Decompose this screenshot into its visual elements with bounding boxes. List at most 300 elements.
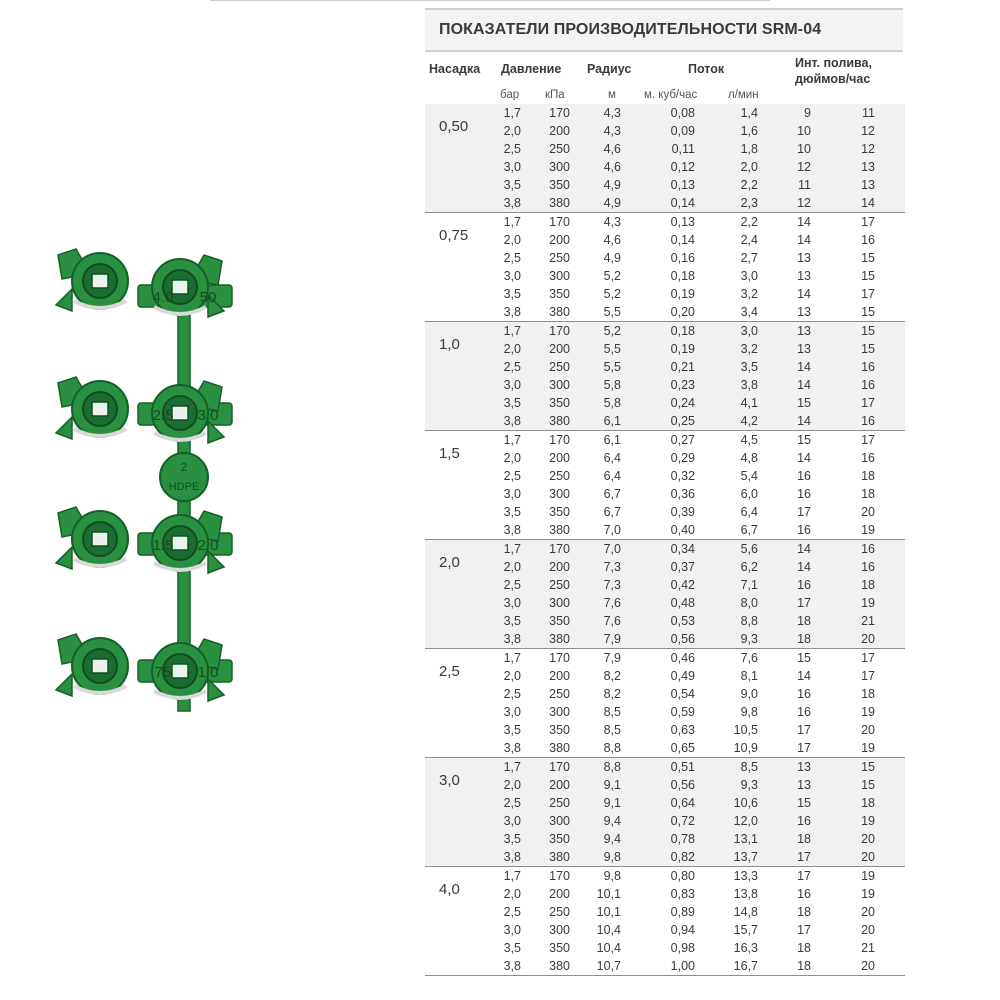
cell-flow-m3h: 0,34 xyxy=(670,542,695,556)
cell-radius-m: 5,8 xyxy=(603,378,621,392)
cell-precip-2: 18 xyxy=(861,487,875,501)
cell-precip-1: 17 xyxy=(797,923,811,937)
cell-precip-2: 21 xyxy=(861,614,875,628)
cell-pressure-bar: 2,0 xyxy=(503,778,521,792)
cell-precip-2: 15 xyxy=(861,324,875,338)
cell-flow-lmin: 1,4 xyxy=(740,106,758,120)
nozzle-group xyxy=(425,649,905,758)
cell-radius-m: 8,5 xyxy=(603,723,621,737)
cell-flow-lmin: 1,6 xyxy=(740,124,758,138)
cell-flow-lmin: 9,3 xyxy=(740,778,758,792)
table-title: ПОКАЗАТЕЛИ ПРОИЗВОДИТЕЛЬНОСТИ SRM-04 xyxy=(439,21,822,38)
table-row xyxy=(425,541,905,559)
table-title-bar xyxy=(425,8,903,52)
table-row xyxy=(425,286,905,304)
cell-flow-lmin: 6,4 xyxy=(740,505,758,519)
table-row xyxy=(425,958,905,976)
header-pressure: Давление xyxy=(501,62,562,76)
group-divider xyxy=(425,975,905,976)
cell-radius-m: 4,3 xyxy=(603,124,621,138)
cell-pressure-kpa: 380 xyxy=(549,850,570,864)
table-row xyxy=(425,504,905,522)
cell-precip-2: 15 xyxy=(861,269,875,283)
cell-pressure-bar: 3,5 xyxy=(503,505,521,519)
cell-precip-1: 13 xyxy=(797,269,811,283)
cell-pressure-bar: 2,0 xyxy=(503,560,521,574)
cell-radius-m: 5,2 xyxy=(603,324,621,338)
cell-pressure-kpa: 300 xyxy=(549,923,570,937)
cell-flow-lmin: 6,2 xyxy=(740,560,758,574)
cell-radius-m: 4,9 xyxy=(603,251,621,265)
top-rule xyxy=(210,0,770,1)
table-row xyxy=(425,359,905,377)
table-row xyxy=(425,413,905,431)
cell-pressure-kpa: 170 xyxy=(549,760,570,774)
cell-pressure-bar: 2,5 xyxy=(503,142,521,156)
nozzle-size: 4,0 xyxy=(439,881,460,898)
nozzle-size: 3,0 xyxy=(439,772,460,789)
cell-pressure-bar: 2,0 xyxy=(503,669,521,683)
size-mark: 75 xyxy=(154,664,172,681)
cell-flow-lmin: 2,3 xyxy=(740,196,758,210)
cell-flow-lmin: 1,8 xyxy=(740,142,758,156)
cell-radius-m: 4,6 xyxy=(603,142,621,156)
cell-pressure-bar: 3,8 xyxy=(503,523,521,537)
cell-flow-lmin: 5,6 xyxy=(740,542,758,556)
cell-pressure-bar: 3,8 xyxy=(503,305,521,319)
cell-flow-lmin: 3,2 xyxy=(740,342,758,356)
cell-pressure-bar: 2,0 xyxy=(503,124,521,138)
cell-flow-m3h: 0,21 xyxy=(670,360,695,374)
cell-radius-m: 4,9 xyxy=(603,196,621,210)
table-row xyxy=(425,777,905,795)
cell-precip-1: 14 xyxy=(797,669,811,683)
cell-pressure-bar: 2,0 xyxy=(503,233,521,247)
table-row xyxy=(425,650,905,668)
cell-precip-2: 20 xyxy=(861,923,875,937)
cell-radius-m: 7,3 xyxy=(603,578,621,592)
cell-flow-lmin: 3,5 xyxy=(740,360,758,374)
cell-precip-2: 20 xyxy=(861,905,875,919)
cell-radius-m: 7,9 xyxy=(603,632,621,646)
cell-radius-m: 9,1 xyxy=(603,796,621,810)
cell-precip-1: 17 xyxy=(797,596,811,610)
cell-pressure-kpa: 380 xyxy=(549,959,570,973)
cell-flow-lmin: 15,7 xyxy=(733,923,758,937)
table-row xyxy=(425,141,905,159)
cell-precip-1: 13 xyxy=(797,324,811,338)
cell-pressure-bar: 3,5 xyxy=(503,723,521,737)
cell-precip-1: 16 xyxy=(797,814,811,828)
cell-precip-1: 17 xyxy=(797,869,811,883)
cell-pressure-kpa: 350 xyxy=(549,178,570,192)
cell-flow-lmin: 7,1 xyxy=(740,578,758,592)
cell-flow-lmin: 4,2 xyxy=(740,414,758,428)
cell-pressure-kpa: 250 xyxy=(549,796,570,810)
cell-precip-2: 15 xyxy=(861,760,875,774)
nozzle-group xyxy=(425,540,905,649)
cell-precip-2: 19 xyxy=(861,705,875,719)
cell-flow-m3h: 0,72 xyxy=(670,814,695,828)
cell-flow-lmin: 2,0 xyxy=(740,160,758,174)
table-row xyxy=(425,268,905,286)
cell-pressure-kpa: 200 xyxy=(549,669,570,683)
cell-pressure-kpa: 350 xyxy=(549,505,570,519)
nozzle-size: 2,5 xyxy=(439,663,460,680)
cell-precip-2: 20 xyxy=(861,632,875,646)
table-row xyxy=(425,377,905,395)
table-row xyxy=(425,159,905,177)
table-row xyxy=(425,868,905,886)
cell-precip-2: 19 xyxy=(861,523,875,537)
cell-pressure-bar: 1,7 xyxy=(503,324,521,338)
cell-flow-m3h: 0,49 xyxy=(670,669,695,683)
cell-pressure-bar: 3,0 xyxy=(503,705,521,719)
cell-precip-2: 17 xyxy=(861,669,875,683)
cell-pressure-kpa: 380 xyxy=(549,305,570,319)
cell-pressure-kpa: 350 xyxy=(549,832,570,846)
cell-precip-1: 18 xyxy=(797,959,811,973)
cell-flow-lmin: 16,3 xyxy=(733,941,758,955)
nozzle-tree-image xyxy=(40,235,340,725)
cell-radius-m: 9,8 xyxy=(603,869,621,883)
material-mark: HDPE xyxy=(168,481,200,493)
cell-precip-2: 19 xyxy=(861,814,875,828)
cell-pressure-bar: 2,5 xyxy=(503,578,521,592)
cell-radius-m: 10,4 xyxy=(596,923,621,937)
cell-precip-1: 11 xyxy=(798,178,811,192)
cell-pressure-kpa: 200 xyxy=(549,233,570,247)
cell-radius-m: 8,8 xyxy=(603,741,621,755)
cell-radius-m: 10,1 xyxy=(596,887,621,901)
cell-precip-1: 10 xyxy=(797,124,811,138)
cell-radius-m: 4,6 xyxy=(603,233,621,247)
cell-precip-2: 18 xyxy=(861,687,875,701)
cell-precip-2: 19 xyxy=(861,596,875,610)
cell-precip-2: 15 xyxy=(861,305,875,319)
cell-flow-lmin: 16,7 xyxy=(733,959,758,973)
cell-precip-1: 14 xyxy=(797,287,811,301)
cell-pressure-bar: 2,5 xyxy=(503,796,521,810)
cell-precip-1: 18 xyxy=(797,632,811,646)
cell-pressure-kpa: 300 xyxy=(549,596,570,610)
cell-radius-m: 8,8 xyxy=(603,760,621,774)
table-row xyxy=(425,250,905,268)
table-row xyxy=(425,214,905,232)
cell-precip-2: 15 xyxy=(861,251,875,265)
cell-precip-1: 16 xyxy=(797,487,811,501)
cell-pressure-kpa: 380 xyxy=(549,741,570,755)
cell-precip-1: 17 xyxy=(797,850,811,864)
cell-pressure-kpa: 170 xyxy=(549,433,570,447)
cell-flow-lmin: 10,6 xyxy=(733,796,758,810)
header-precip-line2: дюймов/час xyxy=(795,72,871,86)
cell-flow-m3h: 0,23 xyxy=(670,378,695,392)
cell-pressure-kpa: 250 xyxy=(549,687,570,701)
cell-precip-2: 16 xyxy=(861,451,875,465)
cell-precip-1: 12 xyxy=(797,160,811,174)
table-row xyxy=(425,577,905,595)
cell-pressure-kpa: 170 xyxy=(549,215,570,229)
cell-flow-m3h: 0,37 xyxy=(670,560,695,574)
cell-flow-lmin: 2,7 xyxy=(740,251,758,265)
cell-flow-m3h: 0,12 xyxy=(670,160,695,174)
cell-pressure-bar: 3,0 xyxy=(503,378,521,392)
cell-flow-m3h: 0,36 xyxy=(670,487,695,501)
cell-precip-1: 15 xyxy=(797,433,811,447)
cell-radius-m: 6,4 xyxy=(603,451,621,465)
cell-pressure-kpa: 350 xyxy=(549,287,570,301)
cell-pressure-kpa: 200 xyxy=(549,778,570,792)
cell-precip-1: 16 xyxy=(797,687,811,701)
cell-radius-m: 7,6 xyxy=(603,614,621,628)
cell-pressure-kpa: 300 xyxy=(549,160,570,174)
table-row xyxy=(425,304,905,322)
cell-pressure-bar: 3,8 xyxy=(503,741,521,755)
cell-flow-m3h: 0,27 xyxy=(670,433,695,447)
cell-flow-m3h: 0,53 xyxy=(670,614,695,628)
cell-pressure-bar: 3,5 xyxy=(503,832,521,846)
cell-radius-m: 4,3 xyxy=(603,215,621,229)
cell-flow-m3h: 0,39 xyxy=(670,505,695,519)
cell-radius-m: 6,7 xyxy=(603,505,621,519)
cell-radius-m: 8,5 xyxy=(603,705,621,719)
cell-radius-m: 10,1 xyxy=(596,905,621,919)
cell-precip-1: 14 xyxy=(797,414,811,428)
nozzle-size: 2,0 xyxy=(439,554,460,571)
cell-radius-m: 10,4 xyxy=(596,941,621,955)
cell-pressure-kpa: 300 xyxy=(549,705,570,719)
cell-pressure-bar: 3,0 xyxy=(503,923,521,937)
cell-radius-m: 6,7 xyxy=(603,487,621,501)
cell-precip-1: 18 xyxy=(797,832,811,846)
nozzle-size: 1,5 xyxy=(439,445,460,462)
cell-flow-m3h: 0,19 xyxy=(670,342,695,356)
cell-precip-2: 15 xyxy=(861,778,875,792)
cell-precip-1: 13 xyxy=(797,251,811,265)
cell-pressure-bar: 2,0 xyxy=(503,451,521,465)
cell-pressure-kpa: 300 xyxy=(549,269,570,283)
cell-precip-1: 15 xyxy=(797,796,811,810)
cell-flow-m3h: 0,18 xyxy=(670,269,695,283)
cell-flow-m3h: 0,08 xyxy=(670,106,695,120)
cell-pressure-bar: 2,5 xyxy=(503,905,521,919)
cell-pressure-kpa: 250 xyxy=(549,142,570,156)
nozzle-group xyxy=(425,104,905,213)
cell-precip-1: 18 xyxy=(797,941,811,955)
cell-pressure-kpa: 170 xyxy=(549,542,570,556)
cell-flow-m3h: 0,14 xyxy=(670,196,695,210)
table-row xyxy=(425,722,905,740)
cell-precip-2: 16 xyxy=(861,233,875,247)
size-mark: 1.0 xyxy=(197,664,219,681)
cell-flow-lmin: 2,4 xyxy=(740,233,758,247)
table-row xyxy=(425,631,905,649)
cell-radius-m: 8,2 xyxy=(603,687,621,701)
cell-pressure-bar: 3,0 xyxy=(503,814,521,828)
nozzle-size: 0,50 xyxy=(439,118,469,135)
cell-radius-m: 4,3 xyxy=(603,106,621,120)
cell-flow-m3h: 0,94 xyxy=(670,923,695,937)
cell-precip-2: 19 xyxy=(861,741,875,755)
table-row xyxy=(425,195,905,213)
cell-pressure-bar: 3,5 xyxy=(503,941,521,955)
cell-flow-lmin: 3,0 xyxy=(740,324,758,338)
table-row xyxy=(425,232,905,250)
header-flow: Поток xyxy=(688,62,725,76)
table-row xyxy=(425,613,905,631)
cell-radius-m: 7,0 xyxy=(603,542,621,556)
table-row xyxy=(425,795,905,813)
cell-flow-m3h: 0,11 xyxy=(671,142,695,156)
cell-flow-lmin: 2,2 xyxy=(740,215,758,229)
cell-flow-m3h: 0,09 xyxy=(670,124,695,138)
cell-pressure-bar: 2,5 xyxy=(503,360,521,374)
cell-precip-1: 16 xyxy=(797,469,811,483)
cell-flow-m3h: 0,56 xyxy=(670,778,695,792)
cell-radius-m: 10,7 xyxy=(596,959,621,973)
cell-precip-1: 15 xyxy=(797,651,811,665)
cell-precip-2: 14 xyxy=(861,196,875,210)
cell-precip-2: 13 xyxy=(861,178,875,192)
cell-pressure-bar: 3,5 xyxy=(503,178,521,192)
table-row xyxy=(425,123,905,141)
cell-pressure-kpa: 350 xyxy=(549,941,570,955)
cell-pressure-bar: 3,5 xyxy=(503,396,521,410)
cell-precip-2: 12 xyxy=(861,142,875,156)
cell-precip-2: 18 xyxy=(861,796,875,810)
cell-precip-1: 14 xyxy=(797,378,811,392)
cell-flow-m3h: 0,80 xyxy=(670,869,695,883)
cell-precip-2: 16 xyxy=(861,360,875,374)
cell-precip-1: 14 xyxy=(797,542,811,556)
cell-flow-m3h: 0,46 xyxy=(670,651,695,665)
cell-radius-m: 9,4 xyxy=(603,814,621,828)
cell-precip-1: 18 xyxy=(797,905,811,919)
cell-flow-lmin: 4,1 xyxy=(740,396,758,410)
cell-pressure-kpa: 200 xyxy=(549,451,570,465)
table-row xyxy=(425,740,905,758)
cell-precip-2: 20 xyxy=(861,832,875,846)
cell-pressure-bar: 3,8 xyxy=(503,196,521,210)
cell-flow-lmin: 9,0 xyxy=(740,687,758,701)
cell-precip-1: 10 xyxy=(797,142,811,156)
table-row xyxy=(425,395,905,413)
cell-pressure-kpa: 300 xyxy=(549,378,570,392)
cell-flow-m3h: 1,00 xyxy=(670,959,695,973)
table-row xyxy=(425,849,905,867)
cell-precip-2: 12 xyxy=(861,124,875,138)
cell-flow-lmin: 13,1 xyxy=(733,832,758,846)
cell-flow-m3h: 0,14 xyxy=(670,233,695,247)
table-row xyxy=(425,522,905,540)
cell-pressure-kpa: 200 xyxy=(549,560,570,574)
cell-precip-2: 17 xyxy=(861,287,875,301)
cell-flow-lmin: 7,6 xyxy=(740,651,758,665)
cell-pressure-kpa: 250 xyxy=(549,578,570,592)
cell-flow-m3h: 0,64 xyxy=(670,796,695,810)
cell-radius-m: 6,4 xyxy=(603,469,621,483)
cell-radius-m: 6,1 xyxy=(603,414,621,428)
cell-flow-m3h: 0,51 xyxy=(670,760,695,774)
cell-precip-2: 18 xyxy=(861,469,875,483)
size-mark: 2.5 xyxy=(152,407,174,424)
cell-flow-m3h: 0,65 xyxy=(670,741,695,755)
cell-precip-2: 19 xyxy=(861,869,875,883)
cell-precip-1: 16 xyxy=(797,705,811,719)
cell-flow-lmin: 3,0 xyxy=(740,269,758,283)
table-row xyxy=(425,668,905,686)
cell-pressure-bar: 1,7 xyxy=(503,433,521,447)
cell-flow-m3h: 0,98 xyxy=(670,941,695,955)
cell-flow-lmin: 8,8 xyxy=(740,614,758,628)
table-row xyxy=(425,940,905,958)
cell-flow-lmin: 10,5 xyxy=(733,723,758,737)
cell-flow-m3h: 0,32 xyxy=(670,469,695,483)
cell-flow-lmin: 5,4 xyxy=(740,469,758,483)
cell-precip-1: 14 xyxy=(797,215,811,229)
cell-flow-m3h: 0,42 xyxy=(670,578,695,592)
cell-flow-lmin: 8,5 xyxy=(740,760,758,774)
cell-pressure-bar: 1,7 xyxy=(503,542,521,556)
recycle-code: 2 xyxy=(180,460,188,474)
cell-flow-lmin: 13,8 xyxy=(733,887,758,901)
cell-flow-m3h: 0,16 xyxy=(670,251,695,265)
cell-pressure-kpa: 170 xyxy=(549,869,570,883)
cell-radius-m: 9,1 xyxy=(603,778,621,792)
nozzle-group xyxy=(425,213,905,322)
cell-flow-lmin: 9,8 xyxy=(740,705,758,719)
cell-flow-m3h: 0,13 xyxy=(670,215,695,229)
cell-radius-m: 8,2 xyxy=(603,669,621,683)
cell-pressure-bar: 1,7 xyxy=(503,651,521,665)
cell-radius-m: 5,8 xyxy=(603,396,621,410)
cell-flow-lmin: 10,9 xyxy=(733,741,758,755)
cell-pressure-kpa: 170 xyxy=(549,324,570,338)
cell-flow-m3h: 0,63 xyxy=(670,723,695,737)
cell-pressure-kpa: 350 xyxy=(549,396,570,410)
cell-pressure-kpa: 300 xyxy=(549,814,570,828)
cell-pressure-kpa: 250 xyxy=(549,360,570,374)
cell-radius-m: 7,0 xyxy=(603,523,621,537)
cell-precip-1: 13 xyxy=(797,778,811,792)
cell-flow-m3h: 0,56 xyxy=(670,632,695,646)
table-row xyxy=(425,922,905,940)
unit-m3h: м. куб/час xyxy=(644,89,698,101)
table-row xyxy=(425,432,905,450)
cell-flow-lmin: 4,8 xyxy=(740,451,758,465)
cell-radius-m: 9,8 xyxy=(603,850,621,864)
table-row xyxy=(425,886,905,904)
cell-radius-m: 6,1 xyxy=(603,433,621,447)
cell-flow-lmin: 13,7 xyxy=(733,850,758,864)
cell-precip-2: 16 xyxy=(861,560,875,574)
unit-lmin: л/мин xyxy=(728,89,759,101)
cell-precip-2: 16 xyxy=(861,542,875,556)
cell-precip-1: 17 xyxy=(797,741,811,755)
cell-pressure-bar: 1,7 xyxy=(503,106,521,120)
cell-flow-m3h: 0,24 xyxy=(670,396,695,410)
cell-flow-m3h: 0,40 xyxy=(670,523,695,537)
cell-precip-2: 20 xyxy=(861,850,875,864)
cell-radius-m: 5,5 xyxy=(603,305,621,319)
cell-flow-lmin: 9,3 xyxy=(740,632,758,646)
cell-precip-1: 16 xyxy=(797,887,811,901)
cell-flow-lmin: 12,0 xyxy=(733,814,758,828)
cell-precip-1: 17 xyxy=(797,723,811,737)
table-row xyxy=(425,904,905,922)
cell-pressure-bar: 1,7 xyxy=(503,215,521,229)
